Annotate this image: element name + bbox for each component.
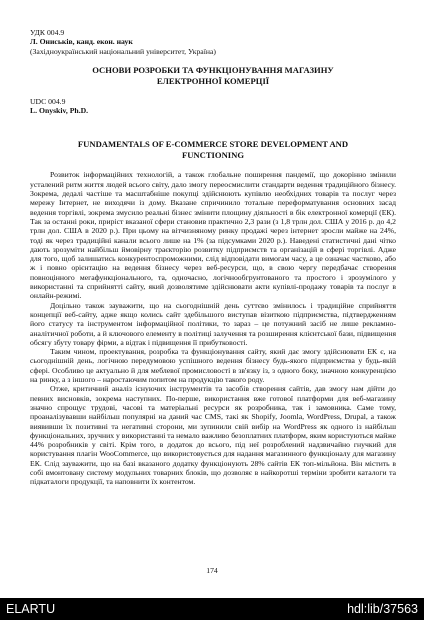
- repository-footer: [0, 598, 424, 620]
- paragraph-4: Отже, критичний аналіз існуючих інструментів та засобів створення сайтів, дав змогу нам дійти до певних висновків, зокрема наступних. По-перше, використання вже готової платформи для веб-магазину значно спрощує трудові, часові та матеріальні ресурси як розробника, так і замовника. Саме тому, проаналізувавши найбільш популярні на даний час CMS, такі як Shopify, Joomla, WordPress, Drupal, а також виявивши їх позитивні та негативні сторони, ми зупинили свій вибір на WordPress як одного із найбільш функціональних, зручних у використанні та немало важливо безоплатних платформ, яким користуються майже 44% розробників у світі. Крім того, в додаток до всього, під неї розроблений надзвичайно гнучкий для користування плагін WooCommerce, що використовується для надання магазинного функціоналу для магазину ЕК. Слід зауважити, що на базі вказаного додатку функціонують 28% сайтів ЕК топ-мільйона. Він містить в собі вмонтовану систему модульних товарних блоків, що дозволяє в найкоротші терміни зробити каталоги та підкаталоги продукції, та наповнити їх контентом.: [30, 384, 396, 487]
- author-ua: Л. Ониськів, канд. екон. наук: [30, 37, 133, 47]
- title-ua: [30, 65, 396, 87]
- article-page: [30, 28, 396, 487]
- article-body: [30, 170, 396, 486]
- paragraph-1: Розвиток інформаційних технологій, а також глобальне поширення пандемії, що докорінно змінили усталений ритм життя людей всього світу, дало змогу переосмислити стандарти ведення традиційного бізнесу. Зокрема, дедалі частіше та масштабніше покупці здійснюють купівлю необхідних товарів та послуг через мережу Інтернет, не виходячи із дому. Вказане спричинило тотальне переформатування основних засад ведення торгівлі, зокрема змусило реальні бізнес змінити площину діяльності в бік електронної комерції (ЕК). Так за останні роки, приріст вказаної сфери становив практично 2,3 рази (з 1,8 трлн дол. США у 2016 р. до 4,2 трлн дол. США в 2020 р.). При цьому на вітчизняному ринку продажі через інтернет зросли майже на 24%, тоді як через традиційні канали всього лише на 1% (за підсумками 2020 р.). Наведені статистичні дані чітко дають зрозуміти найбільш ймовірну траєкторію розвитку підприємств та організацій в сфері торгівлі. Адже для того, щоб залишатись конкурентоспроможними, слід відповідати вимогам часу, а це означає частково, або ж і повно орієнтацію на ведення бізнесу через веб-ресурси, що, в свою чергу передбачає створення повноцінного мегафункціонального, та, одночасно, логічнообгрунтованого та простого і зрозумілого у використанні та сприйнятті сайту, який дозволятиме здійснювати акти купівлі-продажу товарів та послуг в онлайн-режимі.: [30, 170, 396, 301]
- udc-ua: УДК 004.9: [30, 28, 65, 37]
- paragraph-3: Таким чином, проектування, розробка та функціонування сайту, який дає змогу здійснювати ЕК є, на сьогоднішній день, логічною передумовою успішного ведення бізнесу будь-якого підприємства у будь-якій сфері. Особливо це актуально й для меблевої промисловості в зв'язку із, з одного боку, значною конкуренцією на ринку, а з іншого – наростаючим попитом на продукцію такого роду.: [30, 347, 396, 385]
- footer-handle-link[interactable]: hdl:lib/37563: [347, 602, 418, 616]
- title-ua-line1: ОСНОВИ РОЗРОБКИ ТА ФУНКЦІОНУВАННЯ МАГАЗИНУ: [92, 64, 334, 75]
- udc-en: UDC 004.9: [30, 96, 66, 106]
- page-number: 174: [206, 566, 218, 575]
- paragraph-2: Доцільно також зауважити, що на сьогоднішній день суттєво змінилось і традиційне сприйняття концепції веб-сайту, адже якщо колись сайт здебільшого виступав візиткою підприємства, підтвердженням його статусу та інструментом інформаційної політики, то зараз – це потужний засіб не лише рекламно-аналітичної роботи, а й ключового елементу в політиці залучення та розширення клієнтської бази, підвищення обсягу збуту товару фірми, а відтак і підвищення її прибутковості.: [30, 300, 396, 347]
- footer-repository-name: ELARTU: [6, 602, 56, 616]
- affiliation-ua: (Західноукраїнський національний університет, Україна): [30, 46, 216, 56]
- author-en: L. Onyskiv, Ph.D.: [30, 106, 89, 116]
- title-ua-line2: ЕЛЕКТРОННОЇ КОМЕРЦІЇ: [156, 75, 270, 86]
- title-en-line2: FUNCTIONING: [181, 150, 245, 161]
- title-en: [30, 139, 396, 161]
- title-en-line1: FUNDAMENTALS OF E-COMMERCE STORE DEVELOPMENT AND: [77, 139, 349, 150]
